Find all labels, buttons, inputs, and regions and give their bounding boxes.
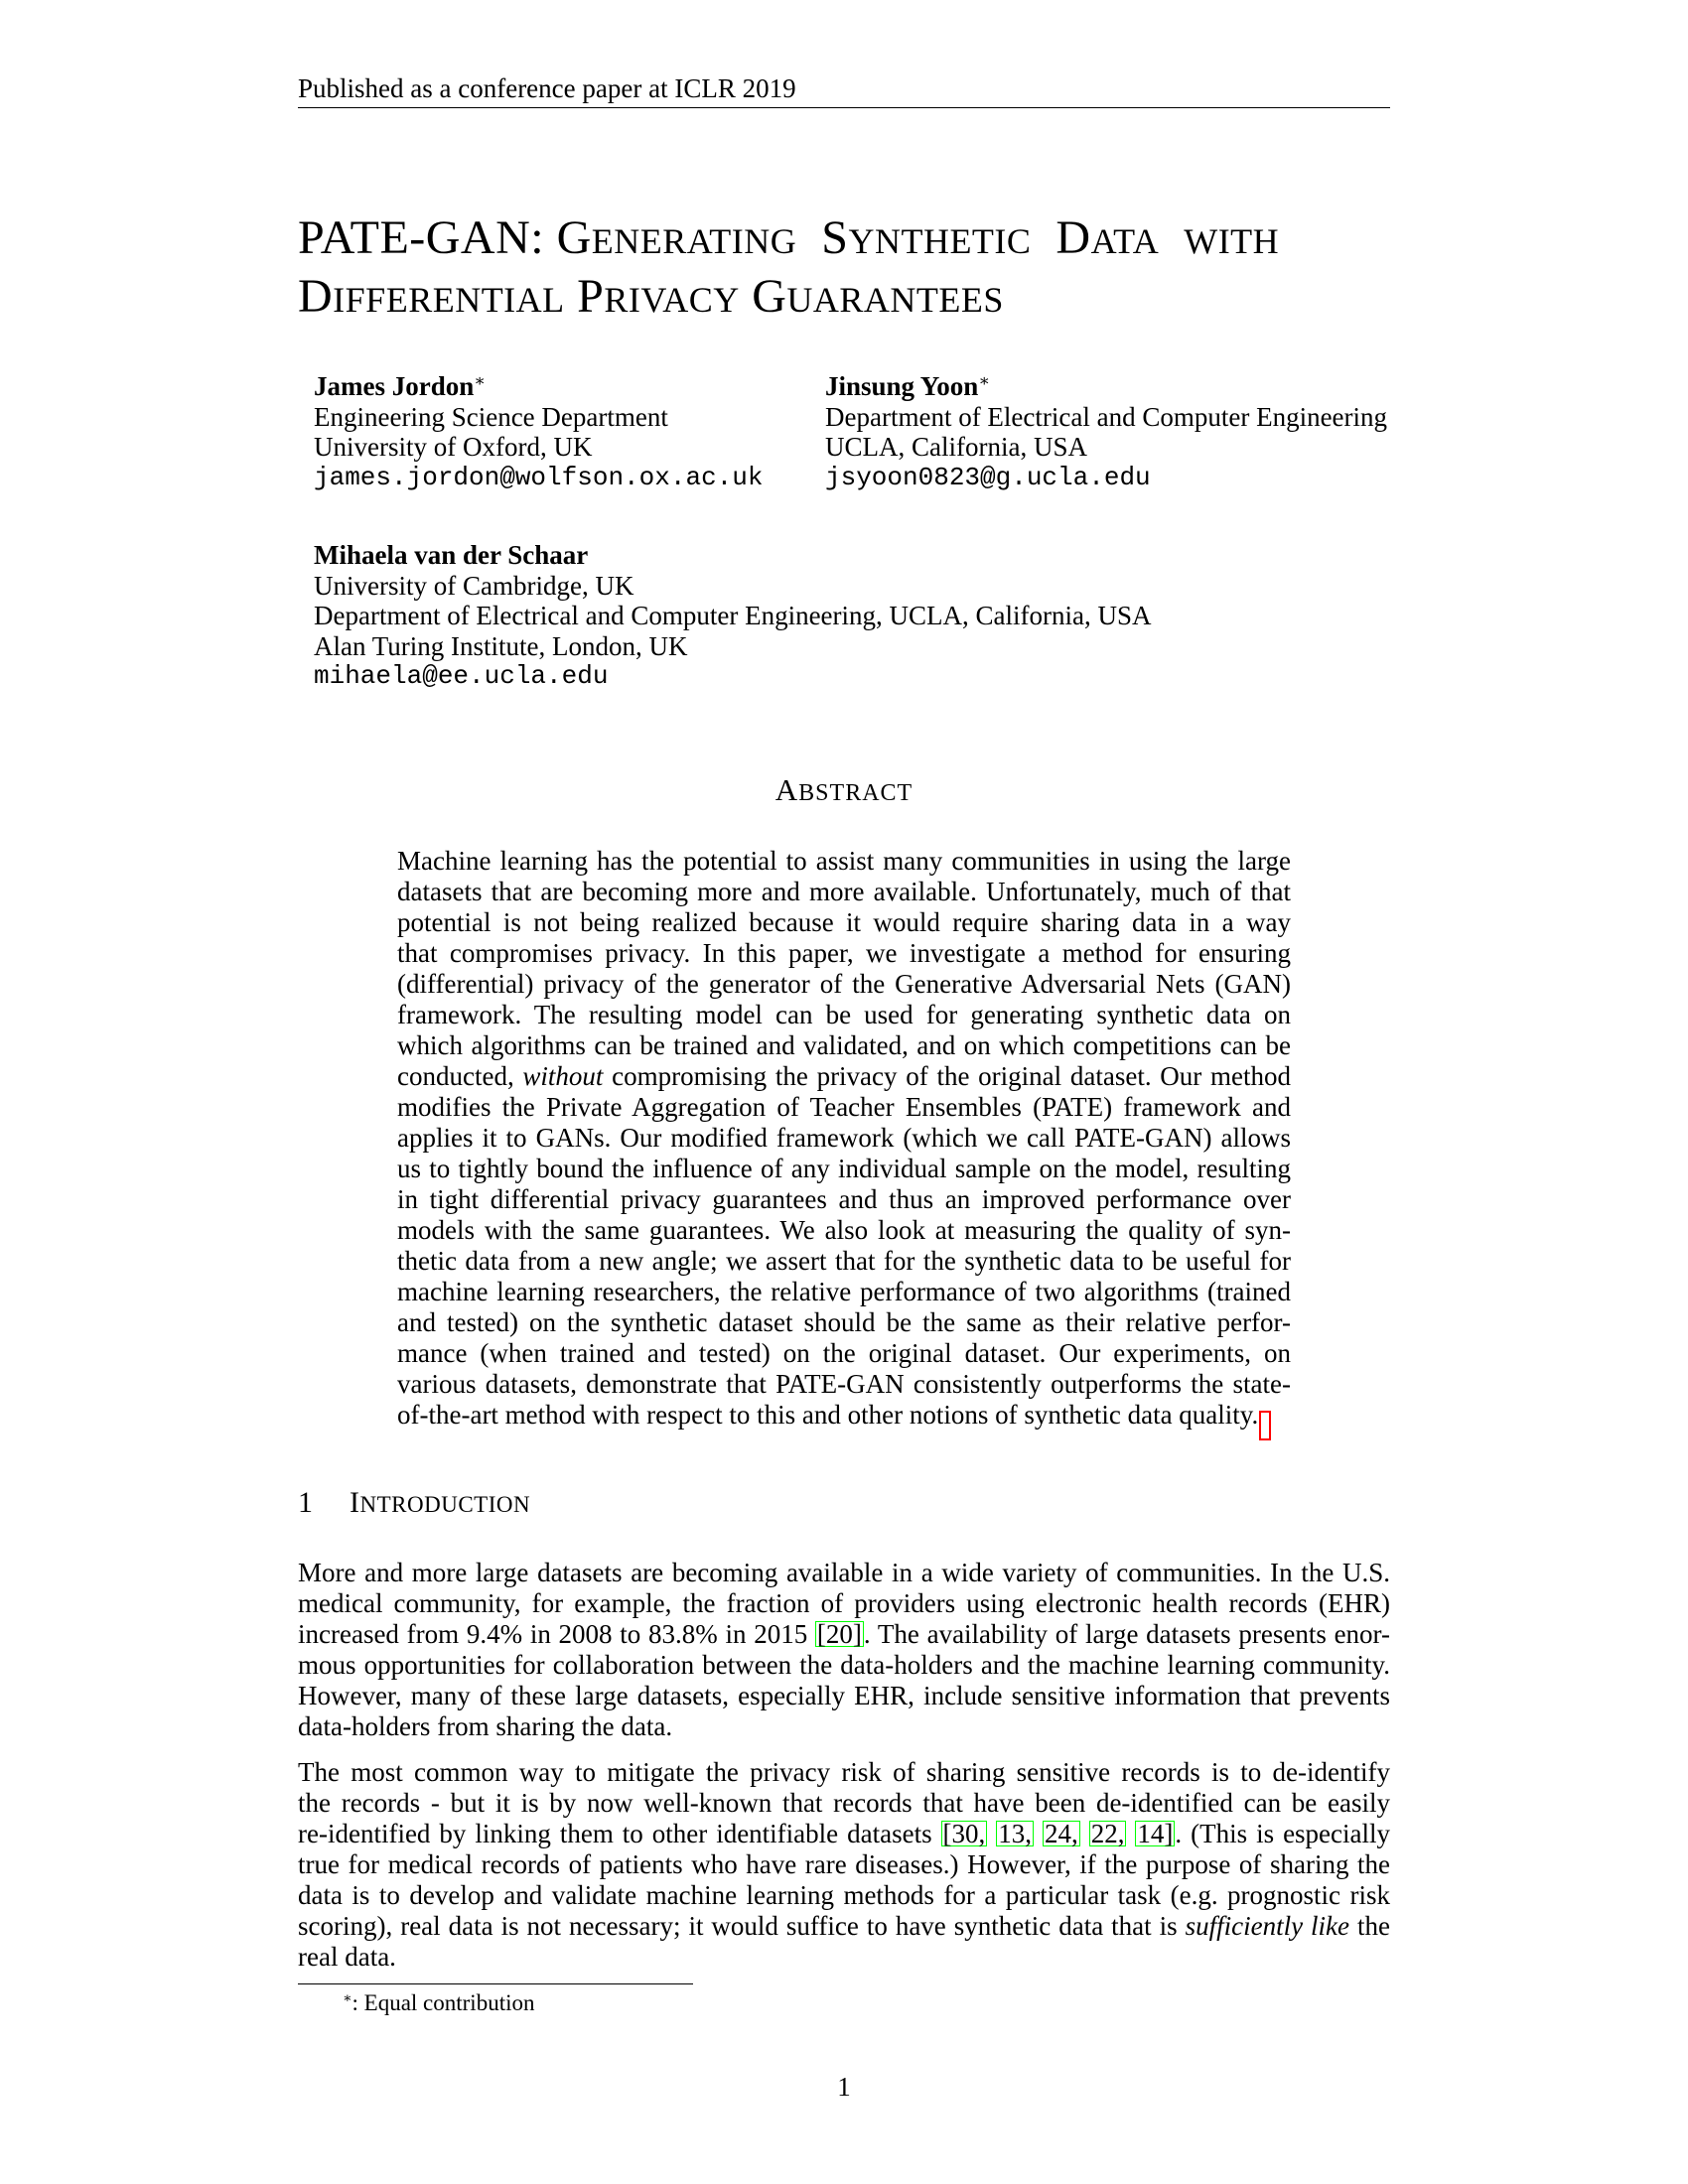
body-line: The most common way to mitigate the privacy risk of sharing sensitive records is to de-identify <box>298 1757 1390 1787</box>
title-prefix: PATE-GAN: <box>298 211 557 264</box>
abstract-line: that compromises privacy. In this paper, we investigate a method for ensuring <box>397 938 1291 968</box>
title-line-2: DIFFERENTIAL PRIVACY GUARANTEES <box>298 270 1004 323</box>
author-affiliation: Department of Electrical and Computer Engineering <box>825 401 1388 432</box>
author-name: Jinsung Yoon <box>825 371 979 401</box>
emphasis: sufficiently like <box>1185 1911 1350 1941</box>
body-line: More and more large datasets are becoming available in a wide variety of communities. In the U.S. <box>298 1558 1390 1587</box>
author-affiliation: University of Oxford, UK <box>314 432 593 462</box>
body-line: data-holders from sharing the data. <box>298 1711 673 1741</box>
title-line-1: PATE-GAN: GENERATING SYNTHETIC DATA WITH <box>298 211 1280 264</box>
abstract-line: various datasets, demonstrate that PATE-GAN consistently outperforms the state- <box>397 1369 1291 1399</box>
author-name: Mihaela van der Schaar <box>314 540 589 570</box>
abstract-line: conducted, without compromising the privacy of the original dataset. Our method <box>397 1061 1291 1091</box>
abstract-line: thetic data from a new angle; we assert that for the synthetic data to be useful for <box>397 1246 1291 1276</box>
citation-link[interactable]: [30, <box>942 1819 986 1848</box>
author-block-3 <box>314 540 1152 692</box>
author-block-1 <box>314 371 763 492</box>
abstract-line: us to tightly bound the influence of any individual sample on the model, resulting <box>397 1154 1291 1183</box>
paper-title <box>298 210 1390 328</box>
citation-link[interactable]: 24, <box>1044 1819 1078 1848</box>
abstract-line: applies it to GANs. Our modified framework (which we call PATE-GAN) allows <box>397 1123 1291 1153</box>
body-line: real data. <box>298 1942 396 1972</box>
section-heading: 1 INTRODUCTION <box>298 1486 531 1519</box>
abstract-line: datasets that are becoming more and more available. Unfortunately, much of that <box>397 877 1291 906</box>
page-number: 1 <box>837 2072 851 2102</box>
body-line: true for medical records of patients who have rare diseases.) However, if the purpose of sharing the <box>298 1849 1390 1879</box>
emphasis: without <box>522 1061 604 1091</box>
abstract-line: machine learning researchers, the relative performance of two algorithms (trained <box>397 1277 1291 1306</box>
body-line: medical community, for example, the fraction of providers using electronic health records (EHR) <box>298 1588 1390 1618</box>
body-line: re-identified by linking them to other identifiable datasets [30, 13, 24, 22, 14]. (This is especially <box>298 1819 1391 1848</box>
abstract-line: framework. The resulting model can be used for generating synthetic data on <box>397 1000 1291 1029</box>
author-email[interactable]: mihaela@ee.ucla.edu <box>314 661 609 691</box>
body-line: increased from 9.4% in 2008 to 83.8% in 2015 [20]. The availability of large datasets presents enor- <box>298 1619 1390 1649</box>
equal-contribution-marker: ∗ <box>978 371 990 390</box>
abstract-line: Machine learning has the potential to assist many communities in using the large <box>397 846 1291 876</box>
section-number: 1 <box>298 1486 314 1519</box>
author-affiliation: Engineering Science Department <box>314 401 668 432</box>
author-email[interactable]: jsyoon0823@g.ucla.edu <box>825 462 1151 492</box>
body-line: data is to develop and validate machine learning methods for a particular task (e.g. prognostic risk <box>298 1880 1390 1910</box>
body-line: mous opportunities for collaboration between the data-holders and the machine learning community. <box>298 1650 1390 1680</box>
abstract-line: models with the same guarantees. We also look at measuring the quality of syn- <box>397 1215 1291 1245</box>
author-name: James Jordon <box>314 371 475 401</box>
abstract-line: which algorithms can be trained and validated, and on which competitions can be <box>397 1030 1291 1060</box>
abstract-line: (differential) privacy of the generator of the Generative Adversarial Nets (GAN) <box>397 969 1291 999</box>
author-affiliation: UCLA, California, USA <box>825 432 1087 462</box>
citation-link[interactable]: 22, <box>1090 1819 1125 1848</box>
abstract-line: mance (when trained and tested) on the original dataset. Our experiments, on <box>397 1338 1291 1368</box>
abstract-line: in tight differential privacy guarantees and thus an improved performance over <box>397 1184 1291 1214</box>
author-email[interactable]: james.jordon@wolfson.ox.ac.uk <box>314 462 764 492</box>
abstract-line: potential is not being realized because it would require sharing data in a way <box>397 907 1291 937</box>
author-affiliation: University of Cambridge, UK <box>314 570 634 601</box>
footnote-marker: ∗ <box>343 1991 352 2006</box>
body-line: the records - but it is by now well-known that records that have been de-identified can be easily <box>298 1788 1390 1818</box>
abstract-line: and tested) on the synthetic dataset should be the same as their relative perfor- <box>397 1307 1291 1337</box>
abstract-line: of-the-art method with respect to this and other notions of synthetic data quality. <box>397 1400 1291 1431</box>
abstract-line: modifies the Private Aggregation of Teacher Ensembles (PATE) framework and <box>397 1092 1291 1122</box>
equal-contribution-marker: ∗ <box>474 371 486 390</box>
citation-link[interactable]: 14] <box>1137 1819 1174 1848</box>
abstract-heading: ABSTRACT <box>774 772 914 807</box>
citation-link[interactable]: 13, <box>998 1819 1033 1848</box>
body-line: scoring), real data is not necessary; it would suffice to have synthetic data that is sufficiently like the <box>298 1911 1390 1941</box>
author-affiliation: Department of Electrical and Computer Engineering, UCLA, California, USA <box>314 601 1152 630</box>
running-header: Published as a conference paper at ICLR 2019 <box>298 71 1390 108</box>
footnote-link[interactable] <box>1259 1411 1271 1440</box>
footnote: ∗: Equal contribution <box>343 1990 535 2015</box>
author-block-2 <box>825 371 1387 492</box>
body-line: However, many of these large datasets, especially EHR, include sensitive information that prevents <box>298 1681 1390 1710</box>
author-affiliation: Alan Turing Institute, London, UK <box>314 630 688 661</box>
footnote-rule <box>298 1983 693 1984</box>
citation-link[interactable]: [20] <box>816 1619 862 1649</box>
